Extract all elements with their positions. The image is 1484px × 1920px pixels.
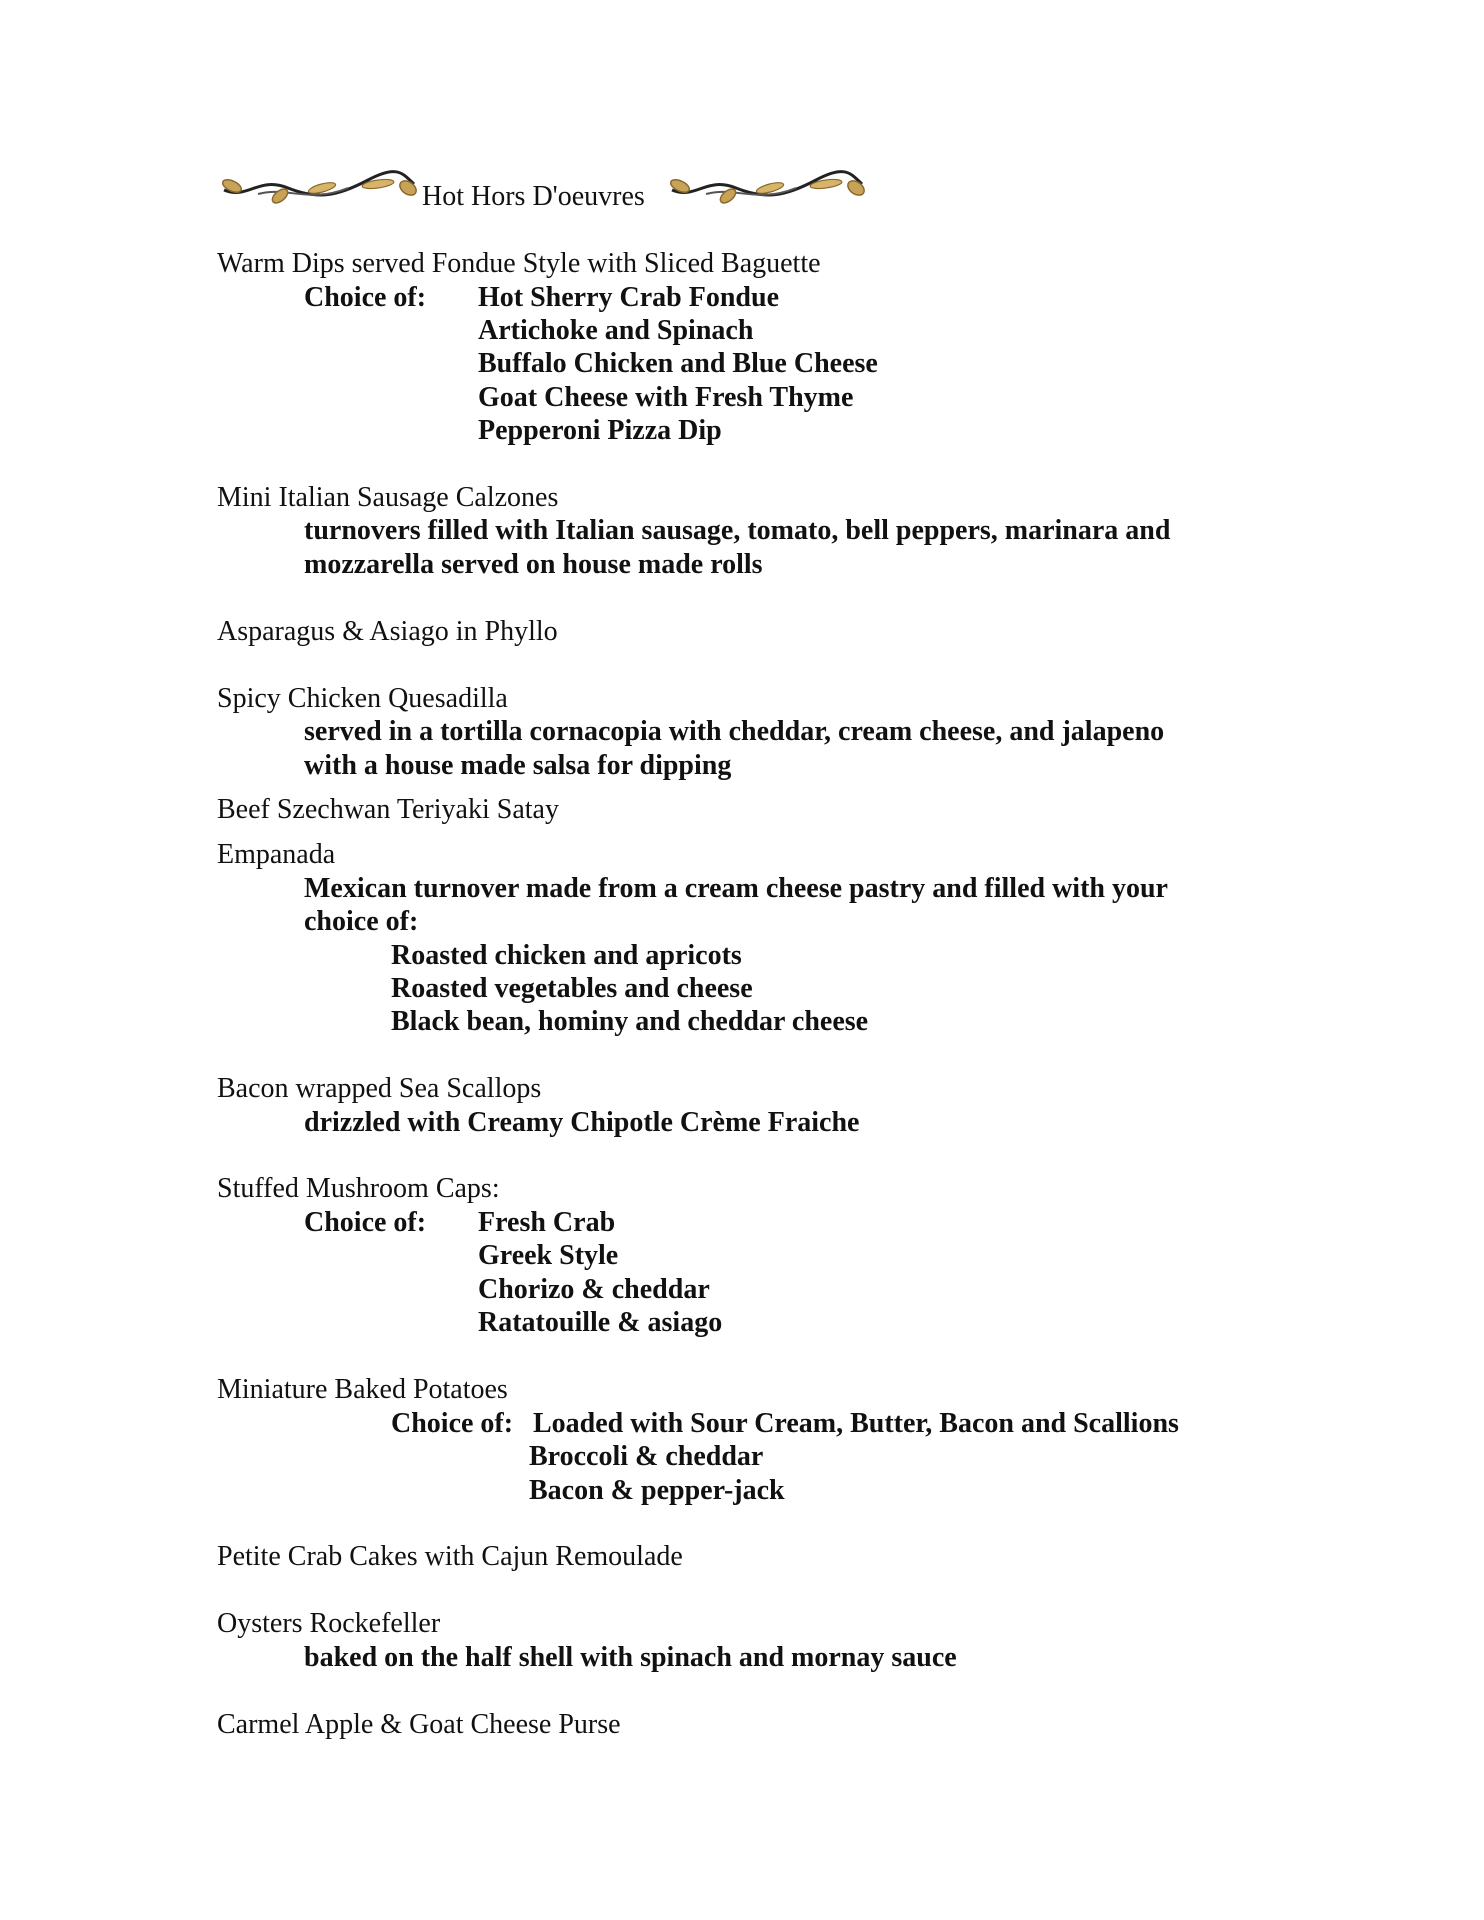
item-title-warm-dips: Warm Dips served Fondue Style with Sliced Baguette <box>217 248 821 279</box>
choice-item: Buffalo Chicken and Blue Cheese <box>478 348 878 379</box>
item-description: choice of: <box>304 906 419 937</box>
item-title-asparagus: Asparagus & Asiago in Phyllo <box>217 616 558 647</box>
choice-item: Roasted vegetables and cheese <box>391 973 753 1004</box>
item-description: turnovers filled with Italian sausage, tomato, bell peppers, marinara and <box>304 515 1171 546</box>
choice-item: Greek Style <box>478 1240 619 1271</box>
choice-item: Artichoke and Spinach <box>478 315 754 346</box>
item-title-purse: Carmel Apple & Goat Cheese Purse <box>217 1709 621 1740</box>
item-description: drizzled with Creamy Chipotle Crème Fraiche <box>304 1107 860 1138</box>
item-title-quesadilla: Spicy Chicken Quesadilla <box>217 683 508 714</box>
choice-label: Choice of: <box>391 1408 514 1439</box>
item-description: with a house made salsa for dipping <box>304 750 732 781</box>
choice-item: Ratatouille & asiago <box>478 1307 723 1338</box>
choice-item: Fresh Crab <box>478 1207 616 1238</box>
choice-item: Loaded with Sour Cream, Butter, Bacon and Scallions <box>533 1408 1179 1439</box>
choice-item: Goat Cheese with Fresh Thyme <box>478 382 854 413</box>
choice-item: Hot Sherry Crab Fondue <box>478 282 779 313</box>
choice-item: Pepperoni Pizza Dip <box>478 415 722 446</box>
vine-ornament-right-icon <box>666 166 866 210</box>
item-title-oysters: Oysters Rockefeller <box>217 1608 441 1639</box>
item-title-satay: Beef Szechwan Teriyaki Satay <box>217 794 559 825</box>
item-description: Mexican turnover made from a cream cheese pastry and filled with your <box>304 873 1168 904</box>
choice-item: Broccoli & cheddar <box>529 1441 764 1472</box>
choice-item: Bacon & pepper-jack <box>529 1475 785 1506</box>
item-description: baked on the half shell with spinach and mornay sauce <box>304 1642 957 1673</box>
page-title: Hot Hors D'oeuvres <box>422 181 645 212</box>
choice-label: Choice of: <box>304 1207 427 1238</box>
choice-label: Choice of: <box>304 282 427 313</box>
vine-ornament-left-icon <box>218 166 418 210</box>
item-title-crab-cakes: Petite Crab Cakes with Cajun Remoulade <box>217 1541 683 1572</box>
item-description: mozzarella served on house made rolls <box>304 549 763 580</box>
item-title-potatoes: Miniature Baked Potatoes <box>217 1374 508 1405</box>
choice-item: Black bean, hominy and cheddar cheese <box>391 1006 869 1037</box>
item-title-mushrooms: Stuffed Mushroom Caps: <box>217 1173 500 1204</box>
item-title-scallops: Bacon wrapped Sea Scallops <box>217 1073 542 1104</box>
item-title-calzones: Mini Italian Sausage Calzones <box>217 482 559 513</box>
choice-item: Roasted chicken and apricots <box>391 940 742 971</box>
item-description: served in a tortilla cornacopia with cheddar, cream cheese, and jalapeno <box>304 716 1165 747</box>
choice-item: Chorizo & cheddar <box>478 1274 710 1305</box>
item-title-empanada: Empanada <box>217 839 336 870</box>
